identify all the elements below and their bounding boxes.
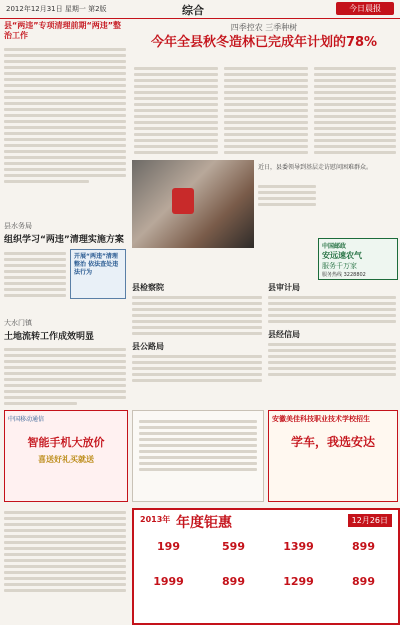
postal-brand: 中国邮政 (322, 243, 347, 250)
bottom-left-text (4, 508, 126, 595)
story2-title: 组织学习“两违”清理实施方案 (4, 235, 124, 245)
price-7: 1299 (283, 575, 314, 588)
left-column (4, 21, 126, 403)
bottom-banner-ad (132, 508, 400, 625)
mobile-slogan: 智能手机大放价 (27, 436, 105, 449)
notice-box (132, 410, 264, 502)
mobile-sub: 喜送好礼买就送 (38, 455, 94, 464)
feature-headline: 今年全县秋冬造林已完成年计划的78% (150, 35, 378, 50)
price-3: 1399 (283, 540, 314, 553)
feature-body-col2 (224, 64, 308, 157)
mobile-logo: 中国移动通信 (8, 416, 45, 423)
issue-date: 2012年12月31日 星期一 第2版 (6, 5, 107, 13)
school-ad (268, 410, 398, 502)
price-grid (138, 540, 394, 588)
callout-box (70, 249, 126, 299)
feature-body-col1 (134, 64, 218, 157)
price-4: 899 (352, 540, 375, 553)
middle-left (132, 282, 262, 385)
postal-ad (318, 238, 398, 280)
story1-body (4, 45, 126, 186)
postal-phone: 服务热线 3228802 (322, 272, 366, 278)
banner-year: 2013年 (140, 515, 171, 524)
red-gift-bag (172, 188, 194, 214)
middle-right (268, 282, 396, 379)
news-photo (132, 160, 254, 248)
story2-body (4, 249, 66, 300)
mobile-ad (4, 410, 128, 502)
feature-body-col3 (314, 64, 396, 157)
price-5: 1999 (153, 575, 184, 588)
item2-kicker: 县公路局 (132, 342, 164, 351)
item3-kicker: 县审计局 (268, 283, 300, 292)
story2-kicker: 县水务局 (4, 222, 32, 230)
caption-extra (258, 182, 316, 209)
story3-body (4, 345, 126, 408)
feature-kicker: 四季控农 三季种树 (230, 23, 298, 32)
banner-title: 年度钜惠 (176, 515, 232, 531)
paper-logo: 今日晨报 (336, 2, 394, 15)
school-slogan: 学车，我选安达 (290, 435, 375, 449)
price-6: 899 (222, 575, 245, 588)
story3-title: 土地流转工作成效明显 (4, 332, 95, 342)
school-title: 安徽美佳科技职业技术学校招生 (272, 415, 370, 423)
item4-kicker: 县经信局 (268, 330, 300, 339)
story1-title: 县“两违”专项清理前期“两违”整治工作 (4, 21, 122, 40)
section-title: 综合 (182, 4, 204, 17)
callout-text: 开展“两违”清理整治 依法查处违法行为 (74, 253, 119, 276)
postal-line1: 安远速农气 (322, 251, 362, 260)
photo-caption: 近日，县委领导到基层走访慰问困难群众。 (258, 164, 373, 171)
banner-date: 12月26日 (348, 514, 392, 527)
masthead (0, 0, 400, 19)
price-8: 899 (352, 575, 375, 588)
price-2: 599 (222, 540, 245, 553)
feature-story (132, 22, 396, 51)
price-1: 199 (157, 540, 180, 553)
postal-line2: 服务千万家 (322, 262, 357, 270)
story3-kicker: 大水门镇 (4, 319, 32, 327)
item1-kicker: 县检察院 (132, 283, 164, 292)
